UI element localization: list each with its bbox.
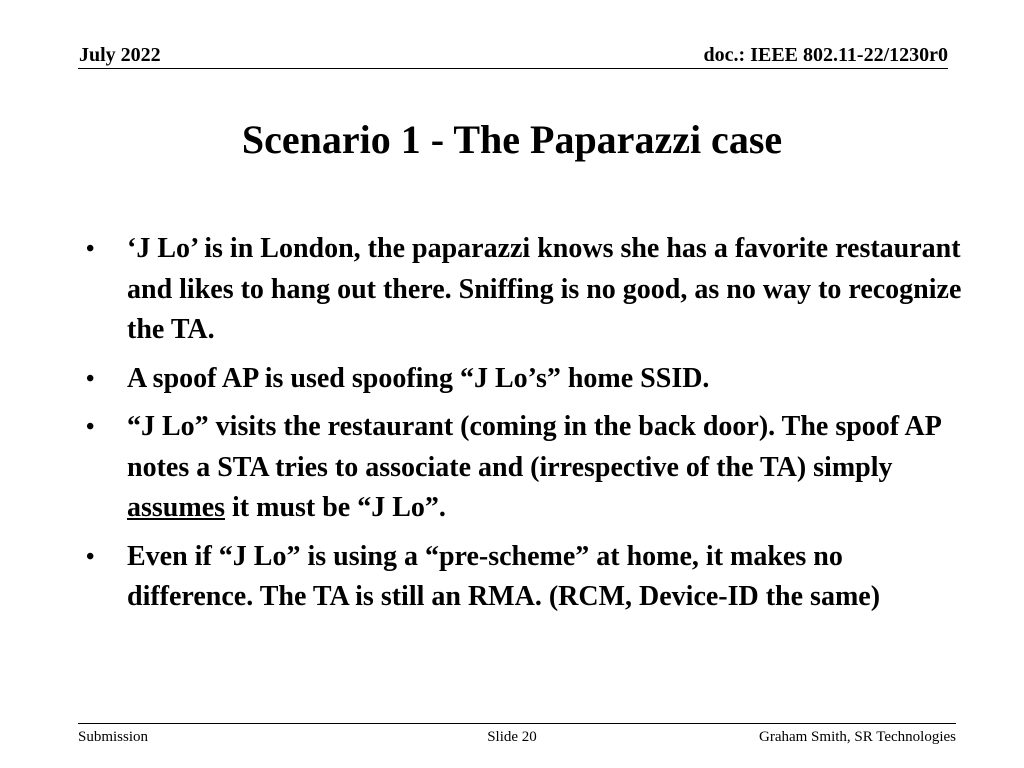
slide-title: Scenario 1 - The Paparazzi case [241, 117, 783, 162]
footer-submission: Submission [78, 729, 149, 745]
bullet-item-3 [82, 407, 962, 529]
bullet-list [82, 229, 962, 626]
bullet-item-2 [82, 359, 962, 400]
bullet-emphasis-underlined: assumes [127, 492, 226, 523]
bullet-item-1 [82, 229, 962, 351]
bullet-dot-icon: • [86, 236, 95, 262]
header-doc-id: doc.: IEEE 802.11-22/1230r0 [703, 44, 948, 66]
header-divider [78, 68, 948, 69]
bullet-dot-icon: • [86, 543, 95, 570]
bullet-text: A spoof AP is used spoofing “J Lo’s” home SSID. [127, 362, 710, 394]
bullet-dot-icon: • [86, 414, 95, 440]
bullet-text: ‘J Lo’ is in London, the paparazzi knows she has a favorite restaurant and likes to hang out there. Sniffing is no good, as no way to recognize the TA. [127, 233, 962, 345]
footer-divider [78, 723, 956, 724]
footer-slide-number: Slide 20 [487, 729, 537, 745]
bullet-text-after: it must be “J Lo”. [225, 492, 446, 523]
bullet-item-4 [82, 537, 962, 618]
header-date: July 2022 [79, 44, 161, 66]
bullet-text: Even if “J Lo” is using a “pre-scheme” at home, it makes no difference. The TA is still an RMA. (RCM, Device-ID the same) [127, 540, 881, 612]
footer-author: Graham Smith, SR Technologies [759, 729, 956, 745]
bullet-text-before: “J Lo” visits the restaurant (coming in the back door). The spoof AP notes a STA tries to associate and (irrespective of the TA) simply [127, 411, 941, 483]
bullet-dot-icon: • [86, 365, 95, 392]
